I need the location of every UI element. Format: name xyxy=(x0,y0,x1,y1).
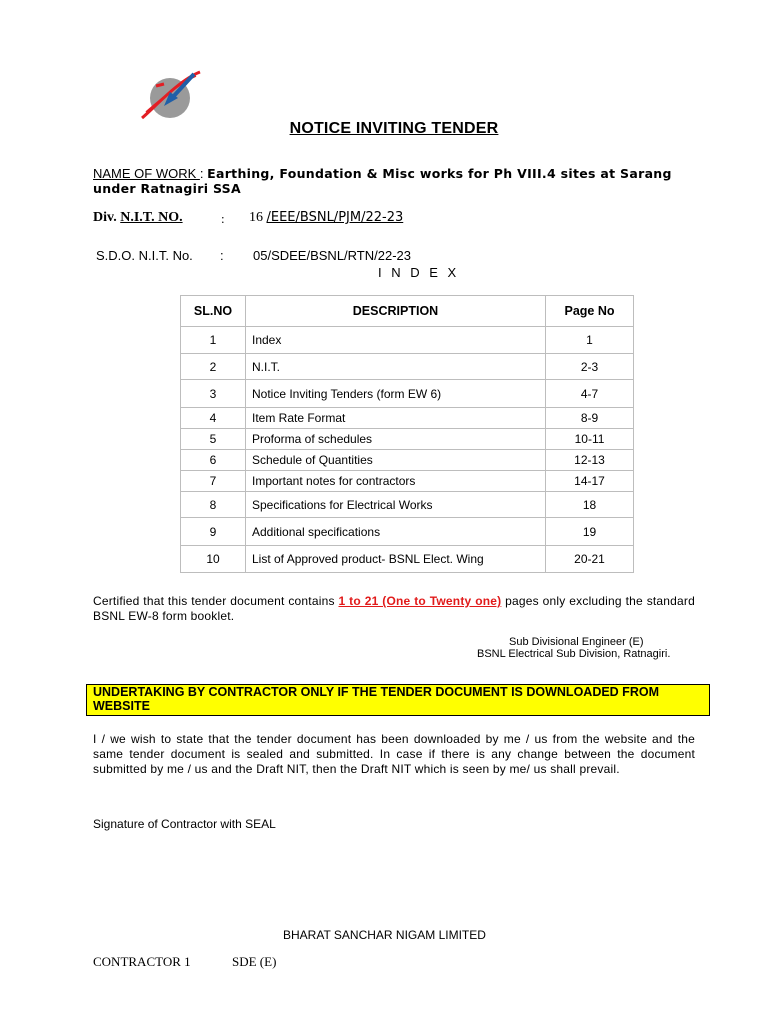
row-page-no: 8-9 xyxy=(546,408,634,429)
header-slno: SL.NO xyxy=(181,296,246,327)
table-row xyxy=(181,492,634,518)
name-of-work xyxy=(93,166,703,196)
index-heading: I N D E X xyxy=(378,265,460,280)
div-nit-label-underlined: N.I.T. NO. xyxy=(120,210,183,225)
sdo-nit-label: S.D.O. N.I.T. No. xyxy=(96,248,193,263)
row-description: Specifications for Electrical Works xyxy=(246,492,546,518)
work-separator: : xyxy=(199,166,208,181)
row-description: N.I.T. xyxy=(246,354,546,380)
row-description: Additional specifications xyxy=(246,518,546,546)
table-row xyxy=(181,518,634,546)
header-page-no: Page No xyxy=(546,296,634,327)
row-slno: 2 xyxy=(181,354,246,380)
row-page-no: 1 xyxy=(546,327,634,354)
page-range: 1 to 21 (One to Twenty one) xyxy=(338,594,502,608)
row-page-no: 20-21 xyxy=(546,546,634,573)
row-slno: 8 xyxy=(181,492,246,518)
row-description: Notice Inviting Tenders (form EW 6) xyxy=(246,380,546,408)
contractor-signature-label: Signature of Contractor with SEAL xyxy=(93,817,276,831)
row-slno: 3 xyxy=(181,380,246,408)
table-row xyxy=(181,380,634,408)
table-header-row xyxy=(181,296,634,327)
div-nit-value: 16 /EEE/BSNL/PJM/22-23 xyxy=(249,210,404,225)
row-page-no: 2-3 xyxy=(546,354,634,380)
row-page-no: 18 xyxy=(546,492,634,518)
sdo-nit-value: 05/SDEE/BSNL/RTN/22-23 xyxy=(253,248,411,263)
footer-contractor: CONTRACTOR 1 xyxy=(93,954,191,969)
row-description: Index xyxy=(246,327,546,354)
div-nit-code: /EEE/BSNL/PJM/22-23 xyxy=(266,210,404,225)
certification-paragraph: Certified that this tender document contains 1 to 21 (One to Twenty one) pages only excluding the standard BSNL EW-8 form booklet. xyxy=(93,594,695,623)
sdo-nit-colon: : xyxy=(220,248,224,263)
row-description: Proforma of schedules xyxy=(246,429,546,450)
table-row xyxy=(181,471,634,492)
table-row xyxy=(181,408,634,429)
div-nit-label: Div. N.I.T. NO. xyxy=(93,210,183,225)
work-label: NAME OF WORK xyxy=(93,166,200,181)
index-table xyxy=(180,295,634,573)
table-row xyxy=(181,546,634,573)
table-row xyxy=(181,327,634,354)
row-slno: 5 xyxy=(181,429,246,450)
row-description: Important notes for contractors xyxy=(246,471,546,492)
row-page-no: 12-13 xyxy=(546,450,634,471)
row-description: List of Approved product- BSNL Elect. Wing xyxy=(246,546,546,573)
document-title: NOTICE INVITING TENDER xyxy=(289,120,499,137)
undertaking-paragraph: I / we wish to state that the tender document has been downloaded by me / us from the website and the same tender document is sealed and submitted. In case if there is any change between the document submitted by me / us and the Draft NIT, then the Draft NIT which is seen by me/ us shall prevail. xyxy=(93,732,695,776)
header-description: DESCRIPTION xyxy=(246,296,546,327)
organization-name: BHARAT SANCHAR NIGAM LIMITED xyxy=(283,928,486,942)
row-page-no: 14-17 xyxy=(546,471,634,492)
table-row xyxy=(181,429,634,450)
table-row xyxy=(181,354,634,380)
signatory-title: Sub Divisional Engineer (E) xyxy=(509,636,644,648)
bsnl-logo xyxy=(134,68,206,124)
row-description: Item Rate Format xyxy=(246,408,546,429)
row-description: Schedule of Quantities xyxy=(246,450,546,471)
row-page-no: 10-11 xyxy=(546,429,634,450)
row-slno: 6 xyxy=(181,450,246,471)
row-slno: 7 xyxy=(181,471,246,492)
row-slno: 10 xyxy=(181,546,246,573)
row-slno: 4 xyxy=(181,408,246,429)
div-nit-colon: : xyxy=(221,211,225,226)
table-row xyxy=(181,450,634,471)
row-slno: 9 xyxy=(181,518,246,546)
undertaking-banner: UNDERTAKING BY CONTRACTOR ONLY IF THE TENDER DOCUMENT IS DOWNLOADED FROM WEBSITE xyxy=(86,684,710,716)
signatory-office: BSNL Electrical Sub Division, Ratnagiri. xyxy=(477,648,671,660)
row-page-no: 19 xyxy=(546,518,634,546)
footer-sde: SDE (E) xyxy=(232,954,277,969)
row-slno: 1 xyxy=(181,327,246,354)
row-page-no: 4-7 xyxy=(546,380,634,408)
work-text: Earthing, Foundation & Misc works for Ph VIII.4 sites at Sarang under Ratnagiri SSA xyxy=(93,166,672,196)
